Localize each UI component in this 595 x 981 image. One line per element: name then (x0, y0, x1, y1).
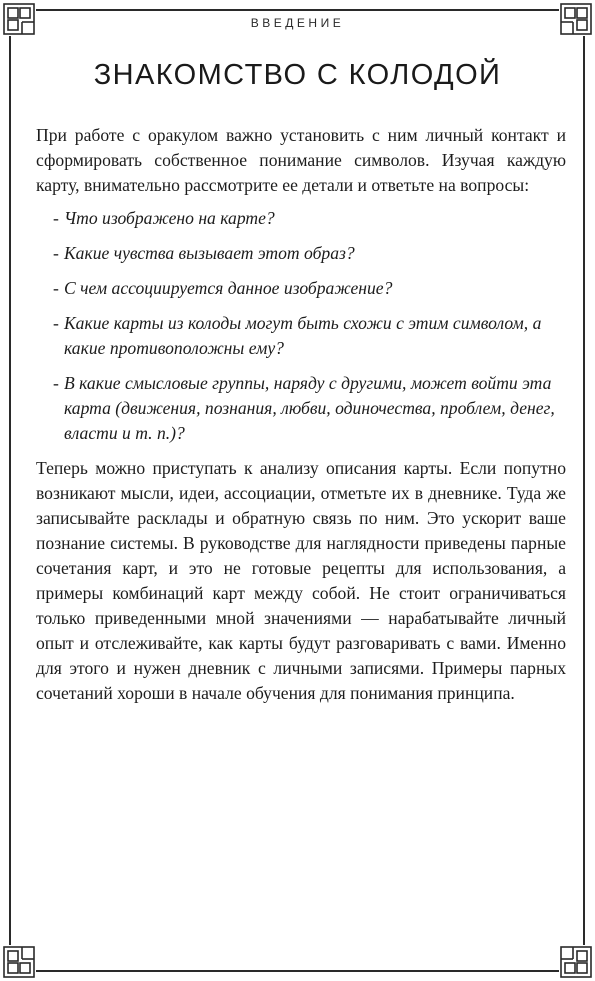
body-paragraph: Теперь можно приступать к анализу описания карты. Если попутно возникают мысли, идеи, ассоциации, отметьте их в дневнике. Туда же записывайте расклады и обратную связь по ним. Это ускорит ваше познание системы. В руководстве для наглядности приведены парные сочетания карт, и это не готовые рецепты для использования, а примеры комбинаций карт между собой. Не стоит ограничиваться только приведенными мной значениями — нарабатывайте личный опыт и отслеживайте, как карты будут разговаривать с вами. Именно для этого и нужен дневник с личными записями. Примеры парных сочетаний хороши в начале обучения для понимания принципа. (36, 458, 566, 703)
list-item (36, 206, 566, 231)
question-text: Какие чувства вызывает этот образ? (64, 243, 355, 263)
page-title: ЗНАКОМСТВО С КОЛОДОЙ (93, 59, 502, 92)
section-label: ВВЕДЕНИЕ (250, 16, 345, 30)
list-marker: - (53, 243, 59, 263)
corner-ornament-icon (2, 945, 36, 979)
question-text: В какие смысловые группы, наряду с другими, может войти эта карта (движения, познания, любви, одиночества, проблем, денег, власти и т. п.)? (64, 373, 555, 443)
intro-paragraph: При работе с оракулом важно установить с ним личный контакт и сформировать собственное понимание символов. Изучая каждую карту, внимательно рассмотрите ее детали и ответьте на вопросы: (36, 125, 566, 195)
list-marker: - (53, 278, 59, 298)
question-text: Что изображено на карте? (64, 208, 275, 228)
question-text: Какие карты из колоды могут быть схожи с этим символом, а какие противоположны ему? (64, 313, 542, 358)
list-item (36, 276, 566, 301)
list-marker: - (53, 313, 59, 333)
list-marker: - (53, 208, 59, 228)
question-text: С чем ассоциируется данное изображение? (64, 278, 393, 298)
list-item (36, 371, 566, 446)
question-list (36, 206, 566, 446)
page-content (36, 123, 566, 706)
list-item (36, 311, 566, 361)
list-item (36, 241, 566, 266)
corner-ornament-icon (559, 945, 593, 979)
list-marker: - (53, 373, 59, 393)
